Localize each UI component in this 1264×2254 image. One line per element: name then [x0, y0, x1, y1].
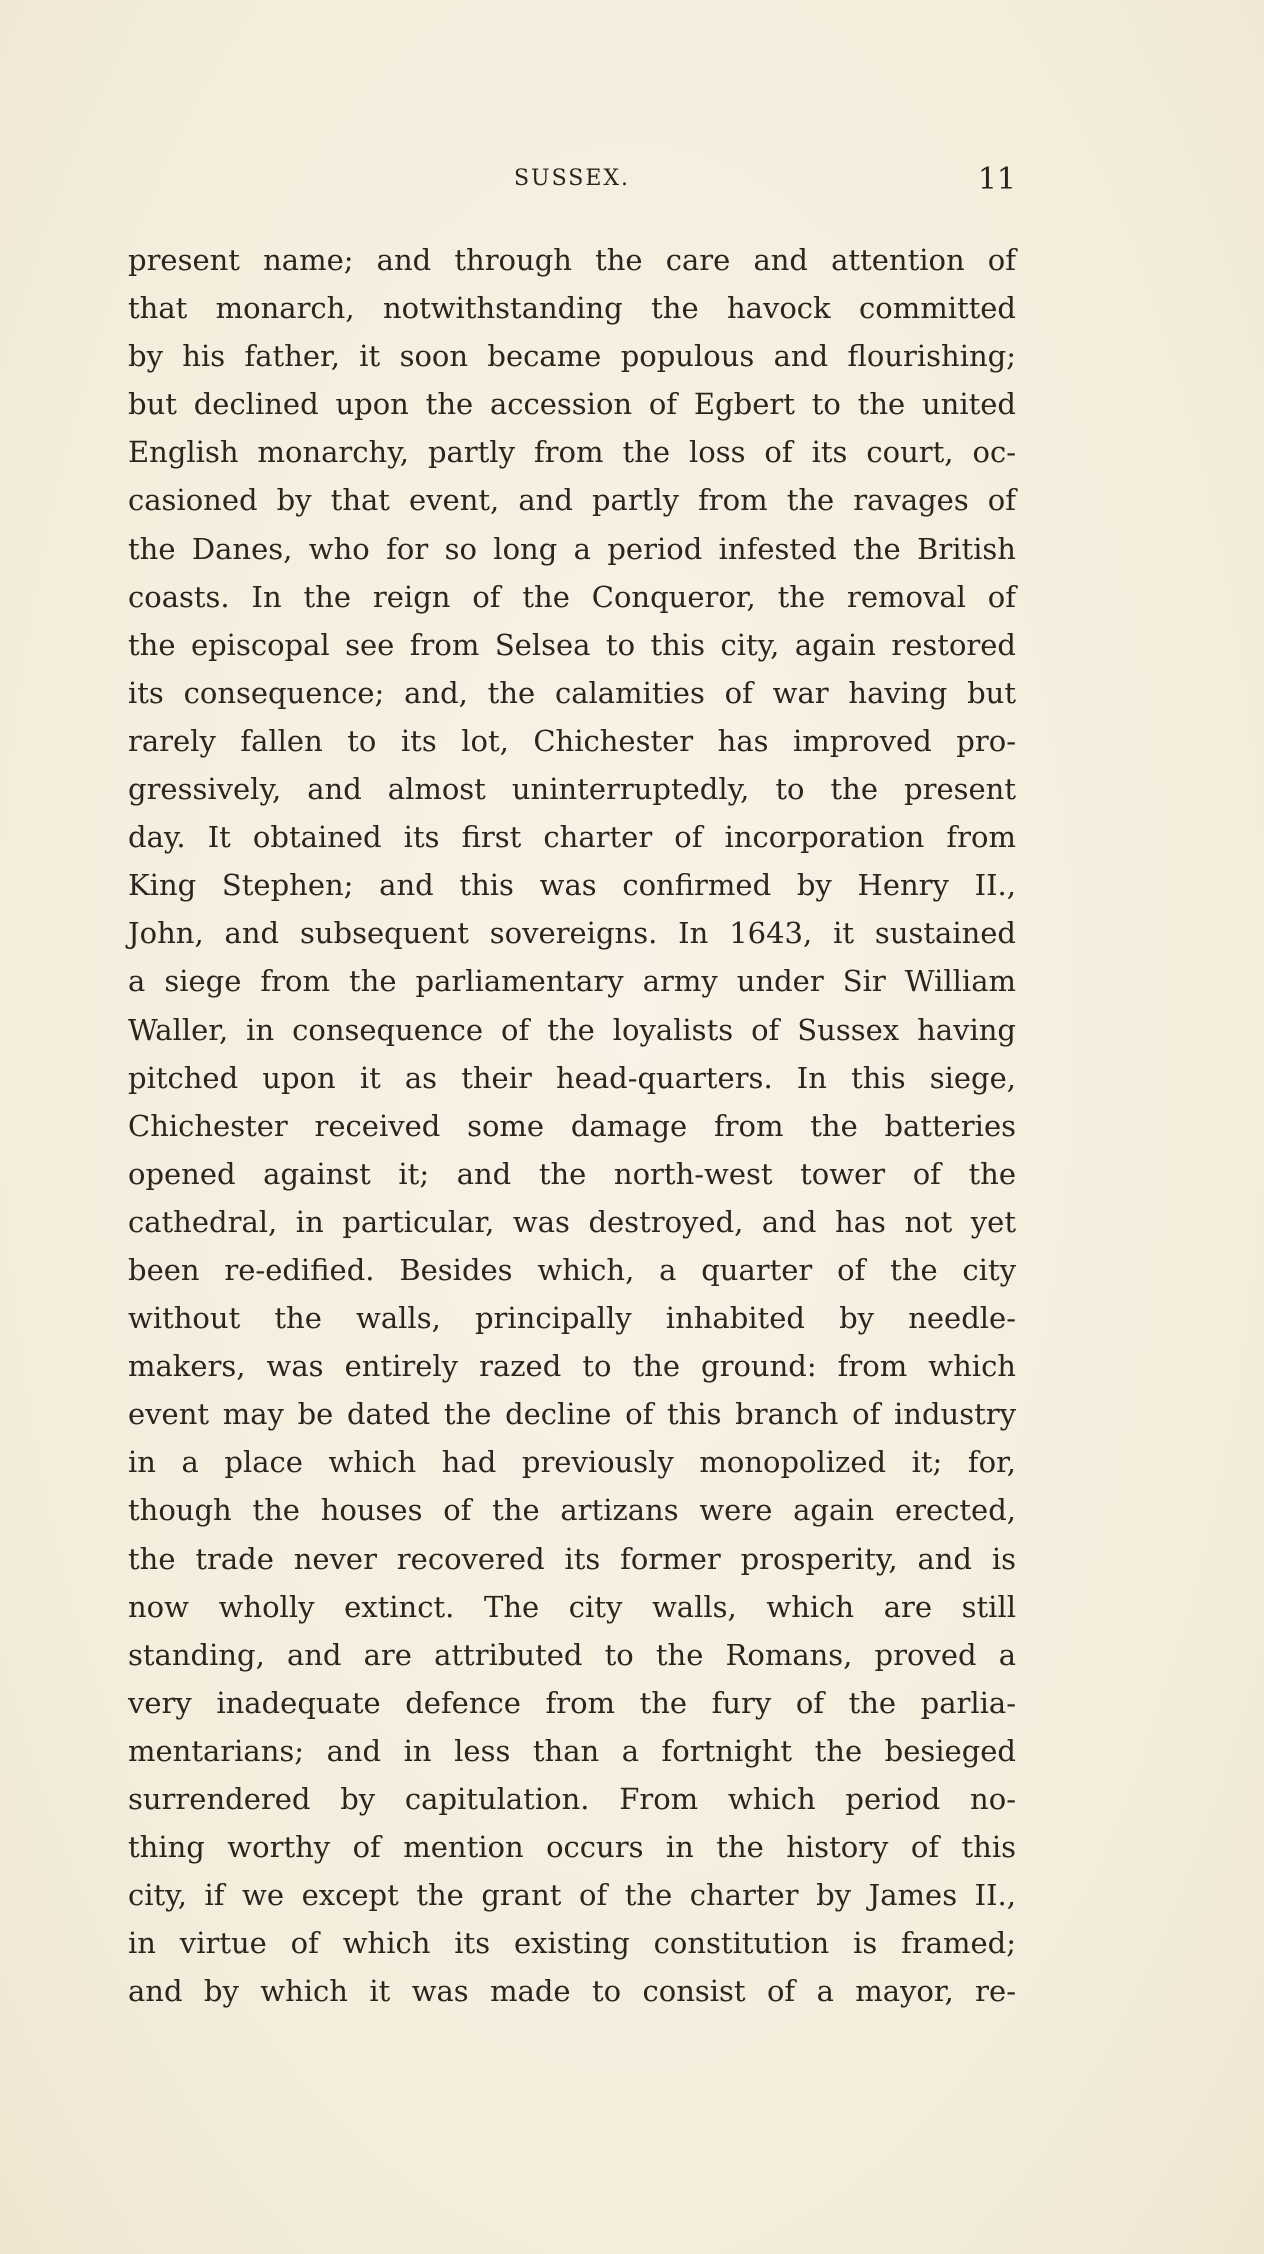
text-line: Waller, in consequence of the loyalists of Sussex having [128, 1012, 1016, 1047]
text-line: in virtue of which its existing constitution is framed; [128, 1926, 1016, 1961]
text-line: present name; and through the care and attention of [128, 243, 1016, 277]
page-header [128, 162, 1016, 206]
running-head: SUSSEX. [513, 166, 631, 191]
text-line: coasts. In the reign of the Conqueror, the removal of [128, 579, 1016, 614]
text-line: rarely fallen to its lot, Chichester has improved pro- [128, 723, 1016, 758]
text-line: opened against it; and the north-west tower of the [128, 1156, 1016, 1191]
text-line: that monarch, notwithstanding the havock committed [128, 291, 1016, 326]
text-line: mentarians; and in less than a fortnight the besieged [128, 1733, 1016, 1768]
text-line: casioned by that event, and partly from the ravages of [128, 483, 1016, 518]
text-line: though the houses of the artizans were again erected, [128, 1493, 1016, 1528]
text-line: thing worthy of mention occurs in the history of this [128, 1830, 1016, 1865]
text-line: the trade never recovered its former prosperity, and is [128, 1541, 1016, 1576]
text-line: pitched upon it as their head-quarters. In this siege, [128, 1060, 1016, 1095]
text-line: English monarchy, partly from the loss of its court, oc- [128, 435, 1016, 470]
text-line: the Danes, who for so long a period infested the British [128, 531, 1016, 566]
text-line: and by which it was made to consist of a mayor, re- [128, 1974, 1016, 2009]
text-line: by his father, it soon became populous and flourishing; [128, 339, 1016, 374]
text-line: city, if we except the grant of the charter by James II., [128, 1878, 1016, 1913]
text-line: John, and subsequent sovereigns. In 1643, it sustained [128, 916, 1016, 951]
text-line: been re-edified. Besides which, a quarter of the city [128, 1252, 1016, 1287]
body-text [128, 236, 1016, 2015]
page-number: 11 [977, 162, 1016, 197]
text-line: now wholly extinct. The city walls, which are still [128, 1589, 1016, 1624]
text-line: standing, and are attributed to the Romans, proved a [128, 1637, 1016, 1672]
text-line: its consequence; and, the calamities of war having but [128, 675, 1016, 710]
text-line: cathedral, in particular, was destroyed, and has not yet [128, 1204, 1016, 1239]
text-line: very inadequate defence from the fury of the parlia- [128, 1685, 1016, 1720]
text-line: in a place which had previously monopolized it; for, [128, 1445, 1016, 1480]
text-line: a siege from the parliamentary army under Sir William [128, 964, 1016, 999]
text-line: gressively, and almost uninterruptedly, to the present [128, 772, 1016, 807]
text-line: Chichester received some damage from the batteries [128, 1108, 1016, 1143]
text-line: without the walls, principally inhabited by needle- [128, 1301, 1016, 1336]
text-line: but declined upon the accession of Egbert to the united [128, 387, 1016, 422]
text-line: event may be dated the decline of this branch of industry [128, 1397, 1016, 1432]
text-line: day. It obtained its first charter of incorporation from [128, 820, 1016, 855]
text-line: makers, was entirely razed to the ground: from which [128, 1349, 1016, 1384]
text-line: surrendered by capitulation. From which period no- [128, 1782, 1016, 1816]
text-line: the episcopal see from Selsea to this city, again restored [128, 627, 1016, 662]
text-line: King Stephen; and this was confirmed by Henry II., [128, 868, 1016, 903]
